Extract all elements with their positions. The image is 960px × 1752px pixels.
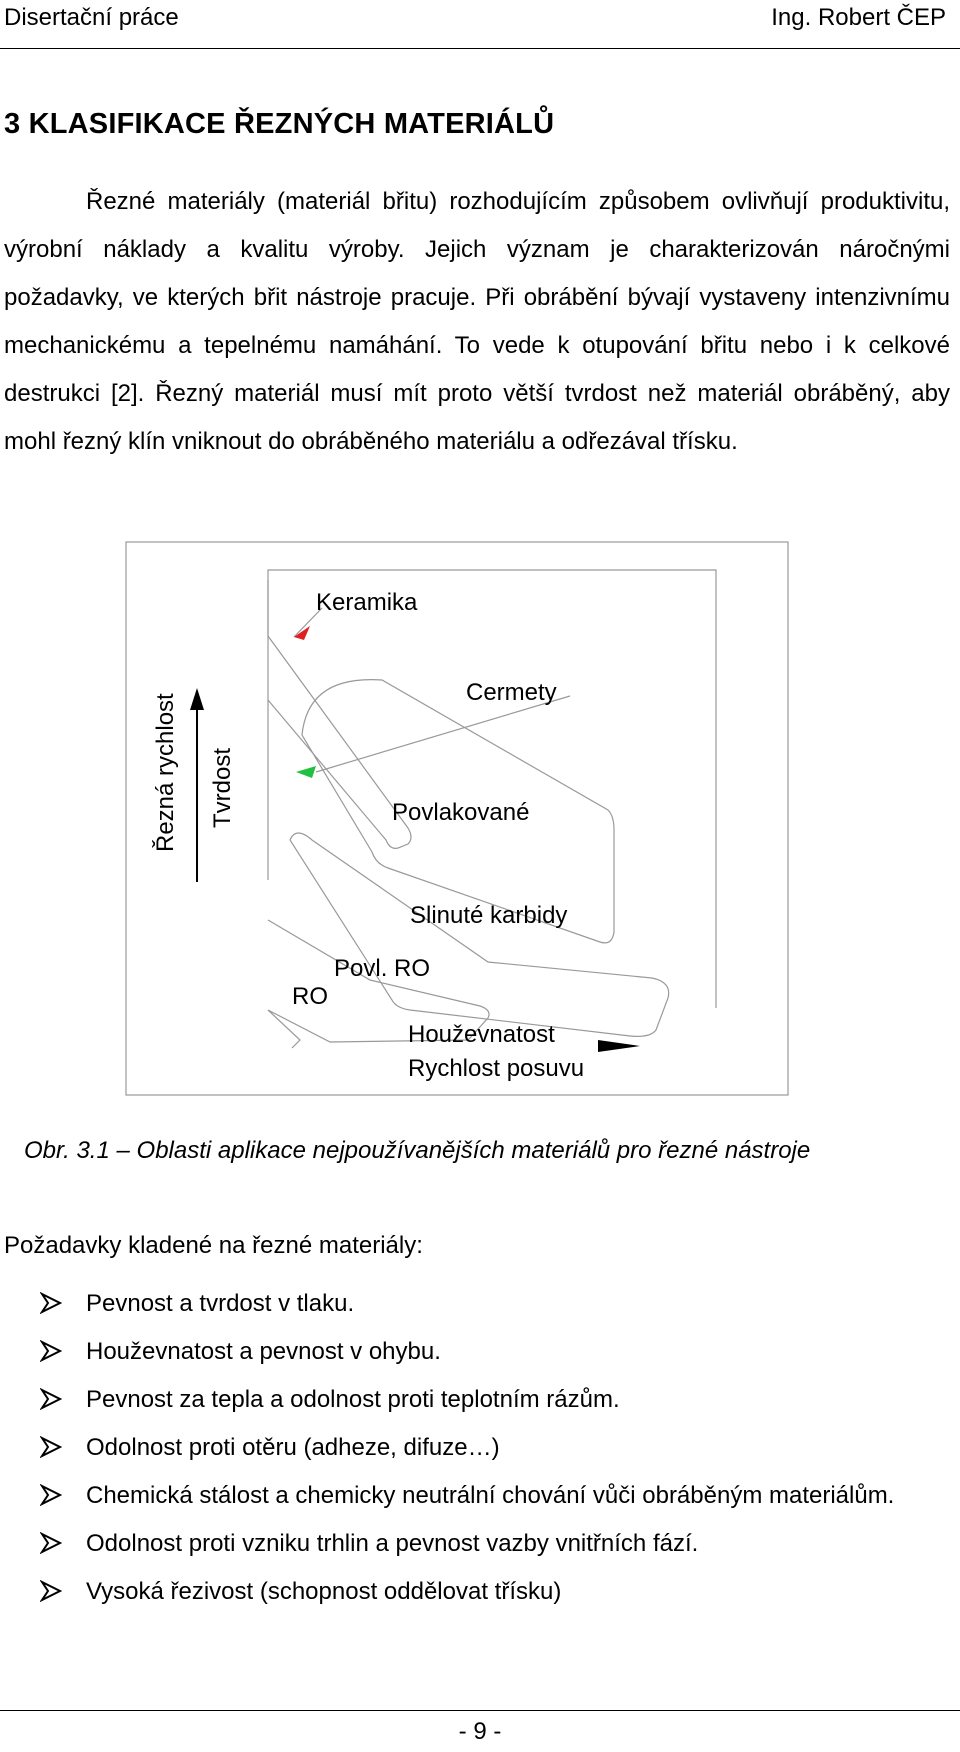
figure-application-areas [0, 540, 960, 1110]
caption-text: Oblasti aplikace nejpoužívanějších materiálů pro řezné nástroje [136, 1137, 811, 1164]
list-item-text: Pevnost za tepla a odolnost proti teplotním rázům. [86, 1386, 620, 1413]
label-ro: RO [292, 983, 328, 1010]
houzevnatost-axis-arrowhead [598, 1040, 640, 1052]
region-keramika [268, 580, 411, 848]
list-item [0, 1472, 950, 1520]
list-item-text: Vysoká řezivost (schopnost oddělovat třísku) [86, 1578, 562, 1605]
list-item [0, 1424, 950, 1472]
list-item [0, 1520, 950, 1568]
intro-paragraph: Řezné materiály (materiál břitu) rozhodujícím způsobem ovlivňují produktivitu, výrobní náklady a kvalitu výroby. Jejich význam je charakterizován náročnými požadavky, ve kterých břit nástroje pracuje. Při obrábění bývají vystaveny intenzivnímu mechanickému a tepelnému namáhání. To vede k otupování břitu nebo i k celkové destrukci [2]. Řezný materiál musí mít proto větší tvrdost než materiál obráběný, aby mohl řezný klín vniknout do obráběného materiálu a odřezával třísku. [4, 188, 950, 455]
caption-number: Obr. 3.1 [24, 1137, 110, 1164]
header-author: Ing. Robert ČEP [771, 4, 946, 31]
list-item-text: Houževnatost a pevnost v ohybu. [86, 1338, 441, 1365]
label-rychlost-posuvu: Rychlost posuvu [408, 1055, 585, 1082]
list-item [0, 1328, 950, 1376]
list-item-text: Odolnost proti otěru (adheze, difuze…) [86, 1434, 500, 1461]
figure-diagram [0, 540, 960, 1110]
arrowhead-bullet-icon [40, 1388, 62, 1410]
list-item-text: Odolnost proti vzniku trhlin a pevnost vazby vnitřních fází. [86, 1530, 699, 1557]
label-tvrdost: Tvrdost [209, 747, 236, 828]
arrowhead-bullet-icon [40, 1340, 62, 1362]
page-number: - 9 - [458, 1718, 502, 1745]
list-item [0, 1568, 950, 1616]
caption-dash: – [116, 1137, 130, 1164]
figure-inner-frame [268, 570, 716, 1008]
arrowhead-bullet-icon [40, 1580, 62, 1602]
region-ro [268, 1010, 300, 1048]
label-slinute-karbidy: Slinuté karbidy [410, 902, 568, 929]
header-rule [0, 48, 960, 49]
arrowhead-bullet-icon [40, 1532, 62, 1554]
label-houzevnatost: Houževnatost [408, 1021, 555, 1048]
list-item-text: Pevnost a tvrdost v tlaku. [86, 1290, 355, 1317]
label-keramika: Keramika [316, 589, 418, 616]
requirements-lead: Požadavky kladené na řezné materiály: [4, 1232, 423, 1259]
cermety-marker [296, 766, 316, 778]
arrowhead-bullet-icon [40, 1484, 62, 1506]
cermety-leader [316, 696, 570, 772]
list-item-text: Chemická stálost a chemicky neutrální chování vůči obráběným materiálům. [86, 1482, 895, 1509]
section-heading: 3 KLASIFIKACE ŘEZNÝCH MATERIÁLŮ [4, 108, 555, 140]
page-header [0, 0, 960, 52]
label-povlakovane: Povlakované [392, 799, 530, 826]
header-title: Disertační práce [4, 4, 179, 31]
arrowhead-bullet-icon [40, 1436, 62, 1458]
requirements-list [0, 1280, 960, 1616]
footer-rule [0, 1710, 960, 1711]
arrowhead-bullet-icon [40, 1292, 62, 1314]
label-rezna-rychlost: Řezná rychlost [152, 693, 179, 852]
list-item [0, 1280, 950, 1328]
list-item [0, 1376, 950, 1424]
label-povl-ro: Povl. RO [334, 955, 431, 982]
figure-caption [24, 1137, 810, 1165]
tvrdost-axis-arrowhead [190, 688, 204, 710]
label-cermety: Cermety [466, 679, 557, 706]
